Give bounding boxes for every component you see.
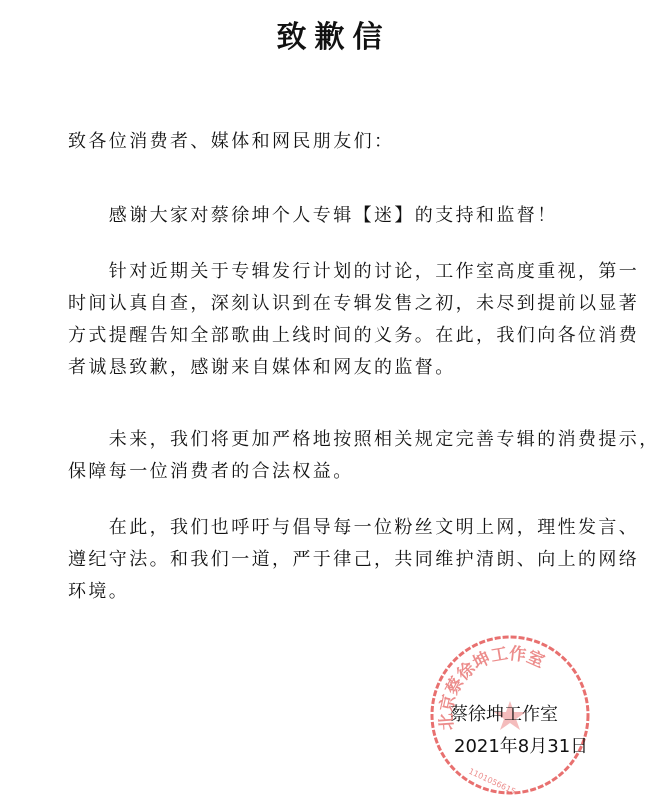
svg-text:北京蔡徐坤工作室: 北京蔡徐坤工作室 (436, 643, 548, 731)
svg-text:1101056615: 1101056615 (467, 766, 518, 797)
letter-title: 致歉信 (276, 20, 391, 55)
paragraph-line: 在此，我们也呼吁与倡导每一位粉丝文明上网，理性发言、 (68, 517, 640, 538)
paragraph-line: 遵纪守法。和我们一道，严于律己，共同维护清朗、向上的网络 (68, 549, 640, 570)
paragraph-line: 未来，我们将更加严格地按照相关规定完善专辑的消费提示， (68, 429, 660, 450)
paragraph-line: 针对近期关于专辑发行计划的讨论，工作室高度重视，第一 (68, 261, 640, 282)
signature-date: 2021年8月31日 (454, 736, 589, 757)
paragraph-line: 时间认真自查，深刻认识到在专辑发售之初，未尽到提前以显著 (68, 293, 640, 314)
paragraph-line: 方式提醒告知全部歌曲上线时间的义务。在此，我们向各位消费 (68, 325, 640, 346)
salutation: 致各位消费者、媒体和网民朋友们： (68, 131, 395, 152)
paragraph-line: 环境。 (68, 581, 130, 602)
paragraph-line: 感谢大家对蔡徐坤个人专辑【迷】的支持和监督！ (68, 205, 558, 226)
paragraph-line: 保障每一位消费者的合法权益。 (68, 461, 354, 482)
paragraph-line: 者诚恳致歉，感谢来自媒体和网友的监督。 (68, 357, 456, 378)
signature-name: 蔡徐坤工作室 (450, 704, 558, 725)
